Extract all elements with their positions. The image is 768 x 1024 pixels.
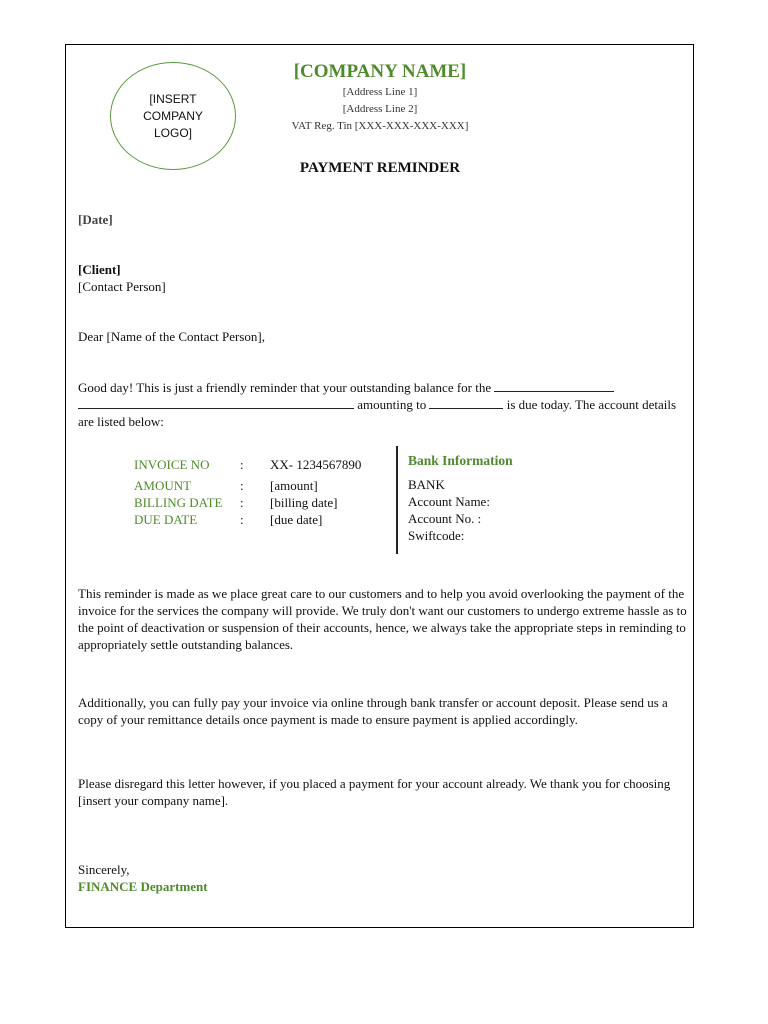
document-title: PAYMENT REMINDER [299, 160, 461, 176]
bank-line: Account No. : [408, 511, 482, 526]
blank-line-service-cont [78, 397, 354, 409]
client-block [78, 261, 690, 295]
invoice-row [134, 477, 361, 494]
invoice-separator: : [240, 512, 244, 527]
department-signature: FINANCE Department [78, 879, 208, 894]
company-logo-placeholder [110, 62, 236, 170]
address-line-2: [Address Line 2] [342, 103, 418, 115]
blank-line-service [494, 380, 614, 392]
intro-text-part-2: amounting to [357, 397, 427, 412]
bank-line: Account Name: [408, 494, 490, 509]
company-header [230, 60, 530, 135]
section-divider [396, 446, 398, 554]
invoice-label: AMOUNT [134, 478, 192, 493]
logo-text-line-2: COMPANY [143, 108, 203, 123]
invoice-value: XX- 1234567890 [270, 457, 362, 472]
contact-person: [Contact Person] [78, 279, 166, 294]
invoice-value: [amount] [270, 478, 318, 493]
intro-text-part-1: Good day! This is just a friendly reminder that your outstanding balance for the [78, 380, 492, 395]
bank-heading: Bank Information [408, 453, 513, 468]
invoice-separator: : [240, 478, 244, 493]
bank-information [408, 452, 513, 544]
body-paragraph: Additionally, you can fully pay your invoice via online through bank transfer or account deposit. Please send us a copy of your remittance details once payment is made to ensure payment is applied accordingly. [78, 695, 668, 727]
logo-text-line-1: [INSERT [149, 91, 197, 106]
invoice-label: INVOICE NO [134, 457, 210, 472]
invoice-row [134, 511, 361, 528]
blank-line-amount [429, 397, 503, 409]
intro-paragraph [78, 379, 690, 430]
date-field: [Date] [78, 212, 113, 227]
intro-text-part-3: is due today. The account details are listed below: [78, 397, 677, 429]
invoice-row [134, 456, 361, 473]
company-name: [COMPANY NAME] [293, 61, 467, 82]
invoice-value: [due date] [270, 512, 323, 527]
invoice-label: BILLING DATE [134, 495, 223, 510]
client-name: [Client] [78, 262, 121, 277]
bank-line: Swiftcode: [408, 528, 465, 543]
logo-text-line-3: LOGO] [153, 125, 192, 140]
invoice-separator: : [240, 457, 244, 472]
invoice-label: DUE DATE [134, 512, 198, 527]
invoice-separator: : [240, 495, 244, 510]
bank-line: BANK [408, 477, 445, 492]
body-paragraph: Please disregard this letter however, if you placed a payment for your account already. We thank you for choosing [insert your company name]. [78, 776, 671, 808]
salutation: Dear [Name of the Contact Person], [78, 329, 265, 344]
address-line-1: [Address Line 1] [342, 86, 418, 98]
invoice-row [134, 494, 361, 511]
vat-reg-tin: VAT Reg. Tin [XXX-XXX-XXX-XXX] [291, 120, 469, 132]
invoice-details-table [134, 456, 361, 528]
invoice-value: [billing date] [270, 495, 338, 510]
sign-off: Sincerely, [78, 862, 130, 877]
body-paragraph: This reminder is made as we place great care to our customers and to help you avoid overlooking the payment of the invoice for the services the company will provide. We truly don't want our customers to undergo extreme hassle as to the point of deactivation or suspension of their accounts, hence, we always take the appropriate steps in reminding to appropriately settle outstanding balances. [78, 586, 687, 652]
closing-block [78, 861, 690, 895]
